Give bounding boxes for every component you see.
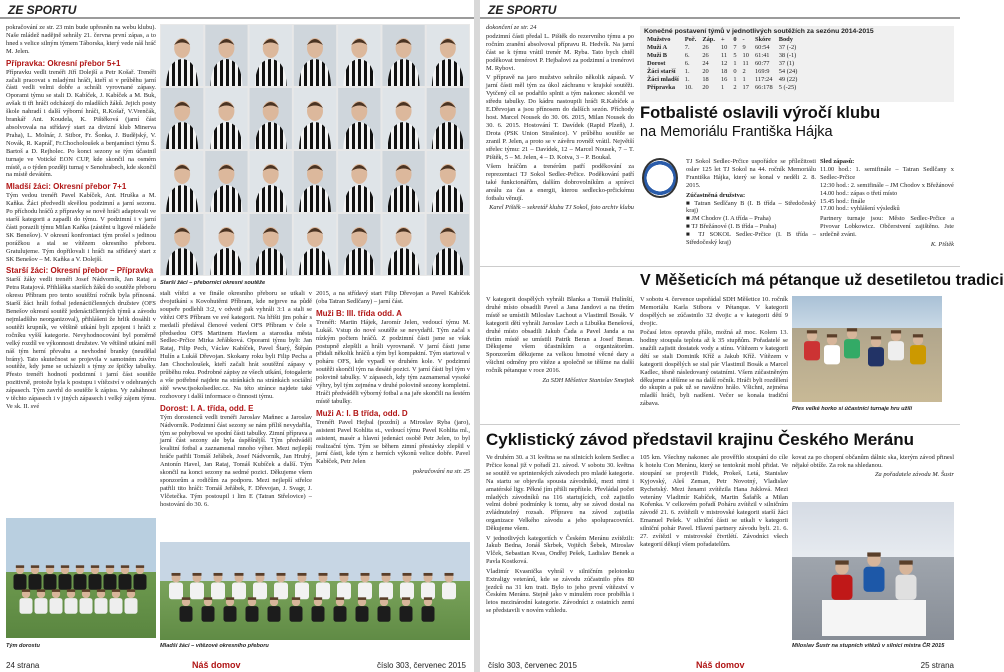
article-column xyxy=(820,158,954,276)
table-row xyxy=(644,44,800,52)
article-column xyxy=(792,454,954,500)
table-cell: 60:77 xyxy=(754,60,770,67)
magazine-name: Náš domov xyxy=(696,660,745,670)
table-cell: 37 (1) xyxy=(778,60,795,67)
table-cell: 37 (-2) xyxy=(778,44,797,51)
person-body xyxy=(421,582,435,599)
article-intro: dokončení ze str. 24 xyxy=(486,24,537,31)
person-hair xyxy=(380,597,388,600)
person-body xyxy=(211,582,225,599)
paragraph: 2015, a na střídavý start Filip Dřevojan a Pavel Kabíček (oba Tatran Sedlčany) – jarní část. xyxy=(316,290,470,305)
right-column-1 xyxy=(486,24,634,274)
table-cell: 60:54 xyxy=(754,44,770,51)
person-body xyxy=(246,606,259,622)
team-item: ■ JM Chodov (I. A třída – Praha) xyxy=(686,215,771,223)
table-cell: Přípravka xyxy=(647,84,676,91)
person-body xyxy=(110,598,123,614)
page-footer xyxy=(480,659,960,672)
person-hair xyxy=(867,552,880,556)
header-rule xyxy=(0,17,474,19)
team-figures xyxy=(6,518,156,638)
table-title: Konečné postavení týmů v jednotlivých soutěžích za sezónu 2014-2015 xyxy=(644,28,874,35)
section-header: ZE SPORTU xyxy=(0,2,474,18)
person-hair xyxy=(61,565,69,568)
dorost-team-photo xyxy=(6,518,156,638)
paragraph: V přípravě na jaro mužstvo sehrálo několik zápasů. V jarní části měl tým za úkol záchranu v krajské soutěži. Vytčený cíl se podařilo splnit a tým nakonec skončil ve středu tabulky. Do kádru nastoupili hráči R.Kabíček a E.Dřevojan a jsou přínosem do dalších sezón. Příchody host. Marcel Nousek do 30. 06. 2015, Milan Nousek do 30. 6. 2015. Hostování T. Davídek (Rapid Plzeň), J. Drota (PSK Union Strašnice). V průběhu soutěže se zranil P. Jelen, a proto se v závěru rovněž vrátil. Největší střelec týmu: 21 – Davídek, 12 – Marcel Nousek, 7 – T. Pištěk, 5 – M. Jelen, 4 – D. Kotva, 3 – P. Boukal. xyxy=(486,74,634,161)
table-cell: 54 (24) xyxy=(778,68,798,75)
article-column xyxy=(486,296,634,422)
paragraph: Počasí letos opravdu přálo, možná až moc. Kolem 13. hodiny stoupala teplota až k 35 stupňům. Pořadatelé se snažili zajistit dostatek vody a stínu. Vítězem v kategorii dětí se stali Dominik Kříž a Jakub Kříž. Vítězem v kategorii dospělých se stal pár Vlastimil Bosák a Marcel Kadlec, těsně následovaný ostatními. Všem zúčastněným děkujeme a těšíme se na další ročník. Hráči byli rozdělení do skupin a pak už se navážno hrálo. Všichni, zejména mladší hráči, byli nadšeni. Večer se konala tradiční zábava. xyxy=(640,329,788,408)
table-cell: Žáci starší xyxy=(647,68,676,75)
left-column-2 xyxy=(160,290,312,540)
table-cell: 10 xyxy=(720,44,728,51)
team-name: Tatran Sedlčany B (I. B třída – Středočeský kraj) xyxy=(686,199,816,215)
table-cell: 1. xyxy=(684,76,690,83)
person-hair xyxy=(270,597,278,600)
paragraph: kovat za po chopení občanům dálnic ska, kterým závod přinesl nějaké obtíže. Za rok na shledanou. xyxy=(792,454,954,469)
team-item: ■ TJ SOKOL Sedlec-Prčice (I. B třída – Středočeský kraj) xyxy=(686,231,817,247)
person-hair xyxy=(91,565,99,568)
table-cell: 1 xyxy=(720,84,725,91)
paragraph: Ve druhém 30. a 31 května se na silnicích kolem Sedlec a Prčice konal již v pořadí 21. závod. V sobotu 30. května se soutěž ve sprinterských závodech pro mladé kategorie. Na startu se objevila spousta závodníků, mezi nimi i amatérské ligy. Pěkné jím přišli nepřítele. Převládal počet mladých závodníků na 116 startujících, což zajistilo velmi dobré podmínky k tomu, aby se závod dostal na zvládnutelný rozsah. Přípravu na závod zajistila organizace Velkého závodu a jeho spolupracovníci. Děkujeme všem. xyxy=(486,454,634,533)
schedule-label: Sled zápasů: xyxy=(820,158,855,165)
person-hair xyxy=(292,597,300,600)
table-cell: 9 xyxy=(742,44,746,51)
person-body xyxy=(888,341,904,360)
paragraph: Starší žáky vedli trenéři Josef Nádvorník, Jan Rataj a Petra Ratajová. Přihláška starších žáků do soutěže přeboru okresu Příbram pro tento soutěžní ročník byla přínosná. Starší žáci hráli fotbal jedenáctičlenných družstev (OFS Benešov okresní soutěž jedenáctičlenných týmů a závodu nejmladšího neorganizoval), přihlášeni že hrlik dosáhli v soutěži krupník, ve většině utkání byli zpojeni i hráči z ročníku vyšší kategorie. Nevyhodnocování byl poměrně velký rozdíl ve výkonnosti družstev. Ve většině utkání měl náš tým herní převahu a nevhodné branky (neudělal brány). Tato skutečnost se projevila v samotném závěru soutěže, kdy jsme se ucházeli s týmy ze špičky tabulky. Přesto trenéři hodnotí podzimní i jarní část soutěže pozitivně, protože byla k postupu i vítězství v odehraných zápasech. Tým zavrhl do soutěže k zápisu. Vy zaháhnout v těchto zápasech i v jiných zápasech i velký zájem týmu. Ve sk. II. své xyxy=(6,276,156,410)
person-hair xyxy=(256,573,265,576)
person-hair xyxy=(835,560,848,564)
table-cell: 20 xyxy=(702,68,709,75)
club-logo xyxy=(642,158,678,198)
person-body xyxy=(232,582,246,599)
issue-info: číslo 303, červenec 2015 xyxy=(377,661,466,670)
article-intro: pokračování ze str. 23 min bude upřesněn na webu klubu). Naše mládež nadějně sehrály 21. června první zápas, a to hned s velice silným týmem Táborska, který vede náš hráč M. Jelen. xyxy=(6,24,156,55)
paragraph: Tým dorostenců vedli trenéři Jaroslav Maňnec a Jaroslav Nádvorník. Podzimní část sezony se nám příliš nevydařila, tým se pohyboval ve spodní části tabulky. Zimní příprava a jarní část sezony ale byla úspěšnější. Tým předváděl kvalitní fotbal a zaznamenal mnoho výher. Mezi nejlepší hráče patřili Tomáš Jeřábek, Josef Nádvorník, Jan Hrubý, Antonín Havel, Jan Rataj, Tomáš Kubíček a další. Tým skončil na konci sezony na sedmé pozici. Děkujeme všem sponzorům a rodičům za podporu. Mezi nejlepší střelce patřili tito hráči: Tomáš Jeřábek, F. Dřevojan, J. Svagr, J. Vlčetečka. Tým postoupil i lim E (Tatran Střelovice) – hostování do 30. 6. xyxy=(160,413,312,508)
person-hair xyxy=(891,330,901,333)
person-hair xyxy=(298,573,307,576)
table-row xyxy=(644,76,800,84)
paragraph: V sobotu 4. července uspořádal SDH Měšetice 10. ročník Memoriálu Karla Stibora v Pétanque. V kategorii dospělých se zúčastnilo 32 dvojic a v kategorii dětí 9 dvojic. xyxy=(640,296,788,327)
person-body xyxy=(864,567,885,592)
person-hair xyxy=(226,597,234,600)
table-header-row xyxy=(644,36,800,44)
person-body xyxy=(169,582,183,599)
table-cell: 1. xyxy=(684,68,690,75)
paragraph: Partnery turnaje jsou: Město Sedlec-Prčice a Pivovar Lobkowicz. Občerstvení zajištěno. Jste srdečně zváni. xyxy=(820,215,954,239)
table-header-cell: + xyxy=(720,36,725,43)
person-body xyxy=(804,341,820,360)
divider xyxy=(480,424,960,425)
players-figures xyxy=(792,296,942,402)
person-body xyxy=(334,606,347,622)
section-heading: Přípravka: Okresní přebor 5+1 xyxy=(6,58,121,68)
schedule-item: 14.00 hod.: zápas o třetí místo xyxy=(820,189,898,197)
standings-box xyxy=(640,26,954,102)
team-name: TJ Břežánové (I. B třída – Praha) xyxy=(691,223,777,231)
table-row xyxy=(644,60,800,68)
person-body xyxy=(910,345,926,364)
person-hair xyxy=(112,589,120,592)
person-body xyxy=(316,582,330,599)
person-hair xyxy=(204,597,212,600)
person-body xyxy=(80,598,93,614)
person-body xyxy=(74,574,87,590)
person-hair xyxy=(172,573,181,576)
paragraph: stali vítězi a ve finále okresního přeboru se utkali v dvojutkání s Kovohutěmi Příbram, kde nejprve na půdě soupeře podlehli 3:2, v odvetě pak vyhráli 3:1 a stali se vítězi OFS Příbram ve své kategorii. Na hřišti jim pohár s medailí předával členové vedení OFS Příbram v čele s předsedou OFS Martinem Havlem a starostka města Sedlec-Prčice Mirka Jeřábková. Oporami týmu byli: Jan Rataj, Filip Pech, Václav Kabíček, Pavel Štarý, Štěpán Hulín a Lukáš Dřevojan. Skokany roku byli Filip Pecha a Jan Chocholoušek, kteří začali hrát soutěžní zápasy v průběhu roku. Podrobné zápisy ze všech utkání, fotogalerie a vše potřebné najdete na stránkách na stránkách sociální sítě www.tjsokolsedlec.cz. Na této stránce najdete také rozhovory i další informace o činnosti týmu. xyxy=(160,290,312,400)
person-body xyxy=(274,582,288,599)
person-hair xyxy=(807,330,817,333)
person-body xyxy=(400,582,414,599)
article-column xyxy=(640,296,788,426)
table-cell: Muži B xyxy=(647,52,668,59)
person-body xyxy=(844,339,860,358)
author-signature: K. Pištěk xyxy=(930,240,954,248)
person-body xyxy=(268,606,281,622)
table-cell: Dorost xyxy=(647,60,666,67)
person-hair xyxy=(314,597,322,600)
table-cell: 38 (-1) xyxy=(778,52,797,59)
paragraph: Vladimír Kvasnička vyhrál v silničním pelotonku Extraligy veteránů, kde se závodu zúčastnilo přes 80 jezdců na 31 km trati. Bylo to jeho první vítězství v Českém Meránu. Stejně jako v minulém roce proběhla i letos mezinárodní kategorie. Závodníci z ostatních zemí se představili v novém vzhledu. xyxy=(486,567,634,615)
person-body xyxy=(312,606,325,622)
table-cell: 18 xyxy=(702,76,709,83)
table-cell: Žáci mladší xyxy=(647,76,679,83)
table-cell: 20 xyxy=(702,84,709,91)
table-header-cell: Mužstvo xyxy=(647,36,671,43)
spacer xyxy=(792,414,954,415)
section-heading: Mladší žáci: Okresní přebor 7+1 xyxy=(6,182,127,192)
paragraph: podzimní části předal L. Pištěk do rezervního týmu a po ročním zranění absolvoval přípravu R. Hedvík. Na jarní část se k týmu vrátil trenér M. Ryba. Tato bych chtěl poděkovat trenérovi P. Hejbalovi za podzimní a trenérovi M. Rybovi. xyxy=(486,33,634,73)
person-hair xyxy=(336,597,344,600)
photo-caption: Přes velké horko si účastníci turnaje hru užili xyxy=(792,406,912,412)
person-hair xyxy=(424,597,432,600)
person-body xyxy=(379,582,393,599)
table-cell: 11 xyxy=(720,52,728,59)
person-body xyxy=(337,582,351,599)
person-body xyxy=(295,582,309,599)
portrait-grid xyxy=(160,24,470,276)
person-hair xyxy=(97,589,105,592)
table-cell: 5 xyxy=(733,52,737,59)
person-hair xyxy=(76,565,84,568)
person-hair xyxy=(136,565,144,568)
paragraph: Trenéři Pavel Hejbal (pozdní) a Miroslav Ryba (jaro), asistent Pavel Kohlita st., vedoucí týmu Pavel Kohlita ml., asistent, masér a hlavní jedenáct osobě Petr Jelen, to byl realizační tým. Tým se během zimní přestávky zlepšil v jarní části, kde tým z herních výkonů velice dobře. Pavel Kabíček, Petr Jelen xyxy=(316,418,470,466)
table-cell: 7. xyxy=(684,44,690,51)
team-name: JM Chodov (I. A třída – Praha) xyxy=(691,215,771,223)
team-item: ■ TJ Břežánové (I. B třída – Praha) xyxy=(686,223,777,231)
table-cell: 7 xyxy=(733,44,737,51)
teams-label: Zúčastněná družstva: xyxy=(686,191,746,199)
person-hair xyxy=(913,334,923,337)
person-hair xyxy=(827,334,837,337)
table-cell: 1 xyxy=(733,76,737,83)
page-number: 25 strana xyxy=(920,661,954,670)
person-body xyxy=(868,347,884,366)
person-hair xyxy=(358,597,366,600)
person-body xyxy=(14,574,27,590)
team-figures xyxy=(160,542,470,640)
person-body xyxy=(202,606,215,622)
person-body xyxy=(104,574,117,590)
person-hair xyxy=(37,589,45,592)
person-body xyxy=(290,606,303,622)
table-cell: 169:9 xyxy=(754,68,770,75)
person-hair xyxy=(340,573,349,576)
table-header-cell: - xyxy=(742,36,745,43)
section-heading: Dorost: I. A. třída, odd. E xyxy=(160,403,254,413)
person-hair xyxy=(16,565,24,568)
table-cell: 24 xyxy=(702,60,709,67)
section-heading: Muži A: I. B třída, odd. D xyxy=(316,408,408,418)
schedule-item: 15.45 hod.: finále xyxy=(820,197,866,205)
person-body xyxy=(65,598,78,614)
article-column xyxy=(640,454,788,656)
paragraph: V kategorii dospělých vyhráli Blanka a Tomáš Hulínští, druhé místo obsadili Pavel a Jana Jandovi a na třetím místě se umístili Miloslav Lachout a Vlastimil Bosák. V kategorii dětí vyhráli Jaroslav Lech a Libuška Benešová, druhé místo obsadili Jakub Čada a Pavel Janda a na třetím místě se umístili Patrik Beran a Josef Beran. Děkujeme všem účastníkům a organizátorům. Sponzorům děkujeme za velkou hmotné věcné dary a všichni odměny pro vítěze a společně se těšíme na další ročník pétanque v roce 2016. xyxy=(486,296,634,375)
person-hair xyxy=(121,565,129,568)
section-heading: Muži B: III. třída odd. A xyxy=(316,308,402,318)
person-body xyxy=(95,598,108,614)
article-column xyxy=(486,454,634,656)
section-header: ZE SPORTU xyxy=(480,2,960,18)
table-cell: Muži A xyxy=(647,44,668,51)
headline: Cyklistický závod představil krajinu Českého Meránu xyxy=(486,430,914,449)
team-name: TJ SOKOL Sedlec-Prčice (I. B třída – Středočeský kraj) xyxy=(686,231,817,247)
table-cell: 16 xyxy=(720,76,728,83)
table-header-cell: Poř. xyxy=(684,36,697,43)
person-body xyxy=(20,598,33,614)
table-cell: 49 (22) xyxy=(778,76,798,83)
person-hair xyxy=(361,573,370,576)
table-cell: 26 xyxy=(702,44,709,51)
subheadline: na Memoriálu Františka Hájka xyxy=(640,124,833,140)
person-hair xyxy=(82,589,90,592)
person-hair xyxy=(127,589,135,592)
person-body xyxy=(378,606,391,622)
younger-pupils-photo xyxy=(160,542,470,640)
table-row xyxy=(644,84,800,92)
table-row xyxy=(644,52,800,60)
paragraph: Všem hráčům a trenérům patří poděkování za reprezentaci TJ Sokol Sedlec-Prčice. Poděkování patří také funkcionářům, dalším dobrovolníkům a správci areálu za čas a energii, kterou sedlecko-prčickému fotbalu věnují. xyxy=(486,162,634,202)
table-cell: 26 xyxy=(702,52,709,59)
person-hair xyxy=(899,560,912,564)
author-signature: Za pořadatele závodu M. Šustr xyxy=(875,471,954,479)
header-rule xyxy=(480,17,960,19)
table-cell: 6. xyxy=(684,60,690,67)
person-body xyxy=(832,575,853,600)
table-header-cell: Skóre xyxy=(754,36,771,43)
person-hair xyxy=(235,573,244,576)
table-cell: 12 xyxy=(720,60,728,67)
team-item: ■ Tatran Sedlčany B (I. B třída – Středočeský kraj) xyxy=(686,199,816,215)
table-body xyxy=(644,44,800,92)
table-cell: 117:24 xyxy=(754,76,773,83)
person-body xyxy=(356,606,369,622)
podium-figures xyxy=(792,502,954,640)
magazine-name: Náš domov xyxy=(192,660,241,670)
person-hair xyxy=(67,589,75,592)
table-header-cell: Záp. xyxy=(702,36,715,43)
table-cell: 1 xyxy=(742,76,746,83)
table-cell: 2 xyxy=(742,68,746,75)
article-column xyxy=(686,158,816,276)
page-number: 24 strana xyxy=(6,661,40,670)
person-hair xyxy=(445,573,454,576)
author-signature: Karel Pištěk – sekretář klubu TJ Sokol, foto archiv klubu xyxy=(489,203,634,211)
continuation-note: pokračování na str. 25 xyxy=(412,467,470,475)
person-body xyxy=(44,574,57,590)
table-cell: 2 xyxy=(733,84,737,91)
person-body xyxy=(422,606,435,622)
person-body xyxy=(29,574,42,590)
person-body xyxy=(224,606,237,622)
table-cell: 10 xyxy=(742,52,749,59)
paragraph: V jednotlivých kategoriích v Českém Meránu zvítězili: Jakub Bedna, Jonáš Skrbek, Vojtěch Šebek, Miroslav Vlček, Sebastian Kvas, Ondřej Pešek, Ladislav Benek a Pavla Kostková. xyxy=(486,534,634,566)
petanque-photo xyxy=(792,296,942,402)
table-cell: 0 xyxy=(733,68,737,75)
section-heading: Starší žáci: Okresní přebor – Přípravka xyxy=(6,266,154,276)
paragraph: Tým vedou trenéři Pavel Kabíček, Ant. Hruška a M. Kaňka. Žáci předvedli skvělou podzimní a jarní sezonu. Po příchodu hráčů z přípravky se nově hráči adaptovali ve starší kategorii a zapadli do týmu. V podzimní i v jarní části porazili týmu Milan Kaňka (zástěnt u ligové mládeže SK Benešov). V okresní konfrontaci tým prošel s jedinou porážkou a stal se vítězem okresního přeboru. Gratulujeme. Tým dopřilovali i hráči na střídavý start z SK Benešov – M. Kaňka a V. Dolejší. xyxy=(6,192,156,263)
left-column-3 xyxy=(316,290,470,540)
person-hair xyxy=(847,328,857,331)
left-page xyxy=(0,0,474,672)
table-header-cell: 0 xyxy=(733,36,737,43)
table-cell: 17 xyxy=(742,84,749,91)
person-body xyxy=(134,574,147,590)
person-body xyxy=(824,345,840,364)
person-body xyxy=(125,598,138,614)
author-signature: Za SDH Měšetice Stanislav Smejtek xyxy=(542,376,634,384)
person-hair xyxy=(403,573,412,576)
issue-info: číslo 303, červenec 2015 xyxy=(488,661,577,670)
table-cell: 10. xyxy=(684,84,693,91)
person-hair xyxy=(277,573,286,576)
schedule-item: 12:30 hod.: 2. semifinále – JM Chodov x Břežánové xyxy=(820,181,954,189)
person-body xyxy=(180,606,193,622)
person-body xyxy=(89,574,102,590)
table-cell: 6. xyxy=(684,52,690,59)
paragraph: Trenéři: Martin Hájek, Jaromír Jelen, vedoucí týmu M. Lukáš. Vstup do nové soutěže se nevydařil. Tým začal s nízkým počtem hráčů. Z podzimní části jsme se však postupně zlepšili a hráli vyrovnaně. V jarní části jsme přidali několik hráčů a tým byl kompaktní. Tým startoval v poháru OFS, kde vypadl ve druhém kole. V podzimní soutěži skončil tým na desáté pozici. V jarní části byl tým v polovině tabulky. V zápasech, kdy tým zaznamenal vysoké výhry, byl tým zejména v druhé polovině sezony kompletní. Hráči předváděli výborný fotbal a na jaře skončili na šestém místě tabulky. xyxy=(316,318,470,405)
photo-caption: Mladší žáci – vítězové okresního přeboru xyxy=(160,643,269,649)
podium-step xyxy=(822,600,926,636)
person-body xyxy=(253,582,267,599)
table-cell: 5 (-25) xyxy=(778,84,797,91)
paragraph: 105 km. Všechny nakonec ale prověřilo stoupání do cíle k hotelu Con Meránu, který se tentokrát mohl přidat. Ve stoupání se projevili Fidek, Prokeš, Letá, Stanislav Kyjovský, Aleš Zeman, Petr Novotný, Vladislav Rychetský. Mezi ženami zvítězila Hana Juklová. Mezi veterány Vladimír Kabíček, Martin Šafařík a Milan Kořenka. V celkovém pořadí Poháru zvítězil v silničním závodě 21. 6. zvítězili v mistrovské kategorii starší žáci Emanuel Pešek. V silniční části se utkali v kategorii silniční pohár Pavel. Hlavní partnery závodu byli. 21. 6. 27. zvítězil v mistrovské čtvrtlétí. Závodníci všech kategorií děkují všem pořadatelům. xyxy=(640,454,788,548)
table-header-cell: Body xyxy=(778,36,793,43)
photo-caption: Tým dorostu xyxy=(6,643,40,649)
table-cell: 18 xyxy=(720,68,728,75)
person-body xyxy=(190,582,204,599)
person-hair xyxy=(52,589,60,592)
photo-caption: Starší žáci – přeborníci okresní soutěže xyxy=(160,280,266,286)
person-hair xyxy=(214,573,223,576)
person-hair xyxy=(106,565,114,568)
photo-caption: Miloslav Šustr na stupních vítězů v silnici mistra ČR 2015 xyxy=(792,643,945,649)
person-body xyxy=(400,606,413,622)
person-body xyxy=(119,574,132,590)
cycling-podium-photo xyxy=(792,502,954,640)
paragraph: TJ Sokol Sedlec-Prčice uspořádce se příležitosti oslav 125 let TJ Sokol na 44. ročník Memoriálu Františka Hájka, který se konal v neděli 2. 8. 2015. xyxy=(686,158,816,189)
person-hair xyxy=(382,573,391,576)
table-cell: 61:41 xyxy=(754,52,770,59)
standings-table xyxy=(644,36,800,92)
table-cell: 11 xyxy=(742,60,749,67)
person-hair xyxy=(871,336,881,339)
person-hair xyxy=(22,589,30,592)
person-hair xyxy=(193,573,202,576)
team-portraits-photo xyxy=(160,24,470,276)
person-body xyxy=(442,582,456,599)
person-hair xyxy=(46,565,54,568)
person-body xyxy=(35,598,48,614)
table-cell: 1 xyxy=(733,60,737,67)
schedule-item: 11.00 hod.: 1. semifinále – Tatran Sedlčany x Sedlec-Prčice xyxy=(820,165,954,181)
page-footer xyxy=(0,659,474,672)
person-body xyxy=(50,598,63,614)
table-row xyxy=(644,68,800,76)
person-hair xyxy=(182,597,190,600)
person-body xyxy=(358,582,372,599)
person-body xyxy=(59,574,72,590)
headline: Fotbalisté oslavili výročí klubu xyxy=(640,104,881,122)
divider xyxy=(480,266,960,267)
person-hair xyxy=(319,573,328,576)
person-hair xyxy=(31,565,39,568)
person-hair xyxy=(424,573,433,576)
schedule-item: 17.00 hod.: vyhlášení výsledků xyxy=(820,205,900,213)
person-hair xyxy=(402,597,410,600)
person-hair xyxy=(248,597,256,600)
table-cell: 66:178 xyxy=(754,84,773,91)
person-body xyxy=(896,575,917,600)
paragraph: Přípravku vedli trenéři Jiří Dolejší a Petr Košař. Trenéři začali pracovat s mladými hráči, kteří si v průběhu jarní části vedli velmi dobře a schráli vyrovnané zápasy. Oporami týmu se stali D. Kabíček, J. Kabíček a M. Buk, avšak ti tři hráči odcházejí do mladších žáků. Jejich posty škole nahradí i další výborní hráči, R.Košař, V.Vrenčák, brankář Ant. Koudela, K. Pištěková (jarní část absolvovala na střídavý start za divizní klub Minerva Praha), L. Molnár, J. Stibor, Fr. Šonka, J. Budějský, V. Novák, R. Kapráľ, Fr.Chocholoušek a benjamínci týmu Š. Bartoš a D. Rejholec. Po konci sezony se tým účastnil turnaje ve Votické EON CUP, kde skončil na osmém místě, a o týden později turnaj v Senohrabech, kde skončil na místě devátém. xyxy=(6,68,156,179)
headline: V Měšeticích má pétanque už desetiletou tradici xyxy=(640,272,1004,289)
